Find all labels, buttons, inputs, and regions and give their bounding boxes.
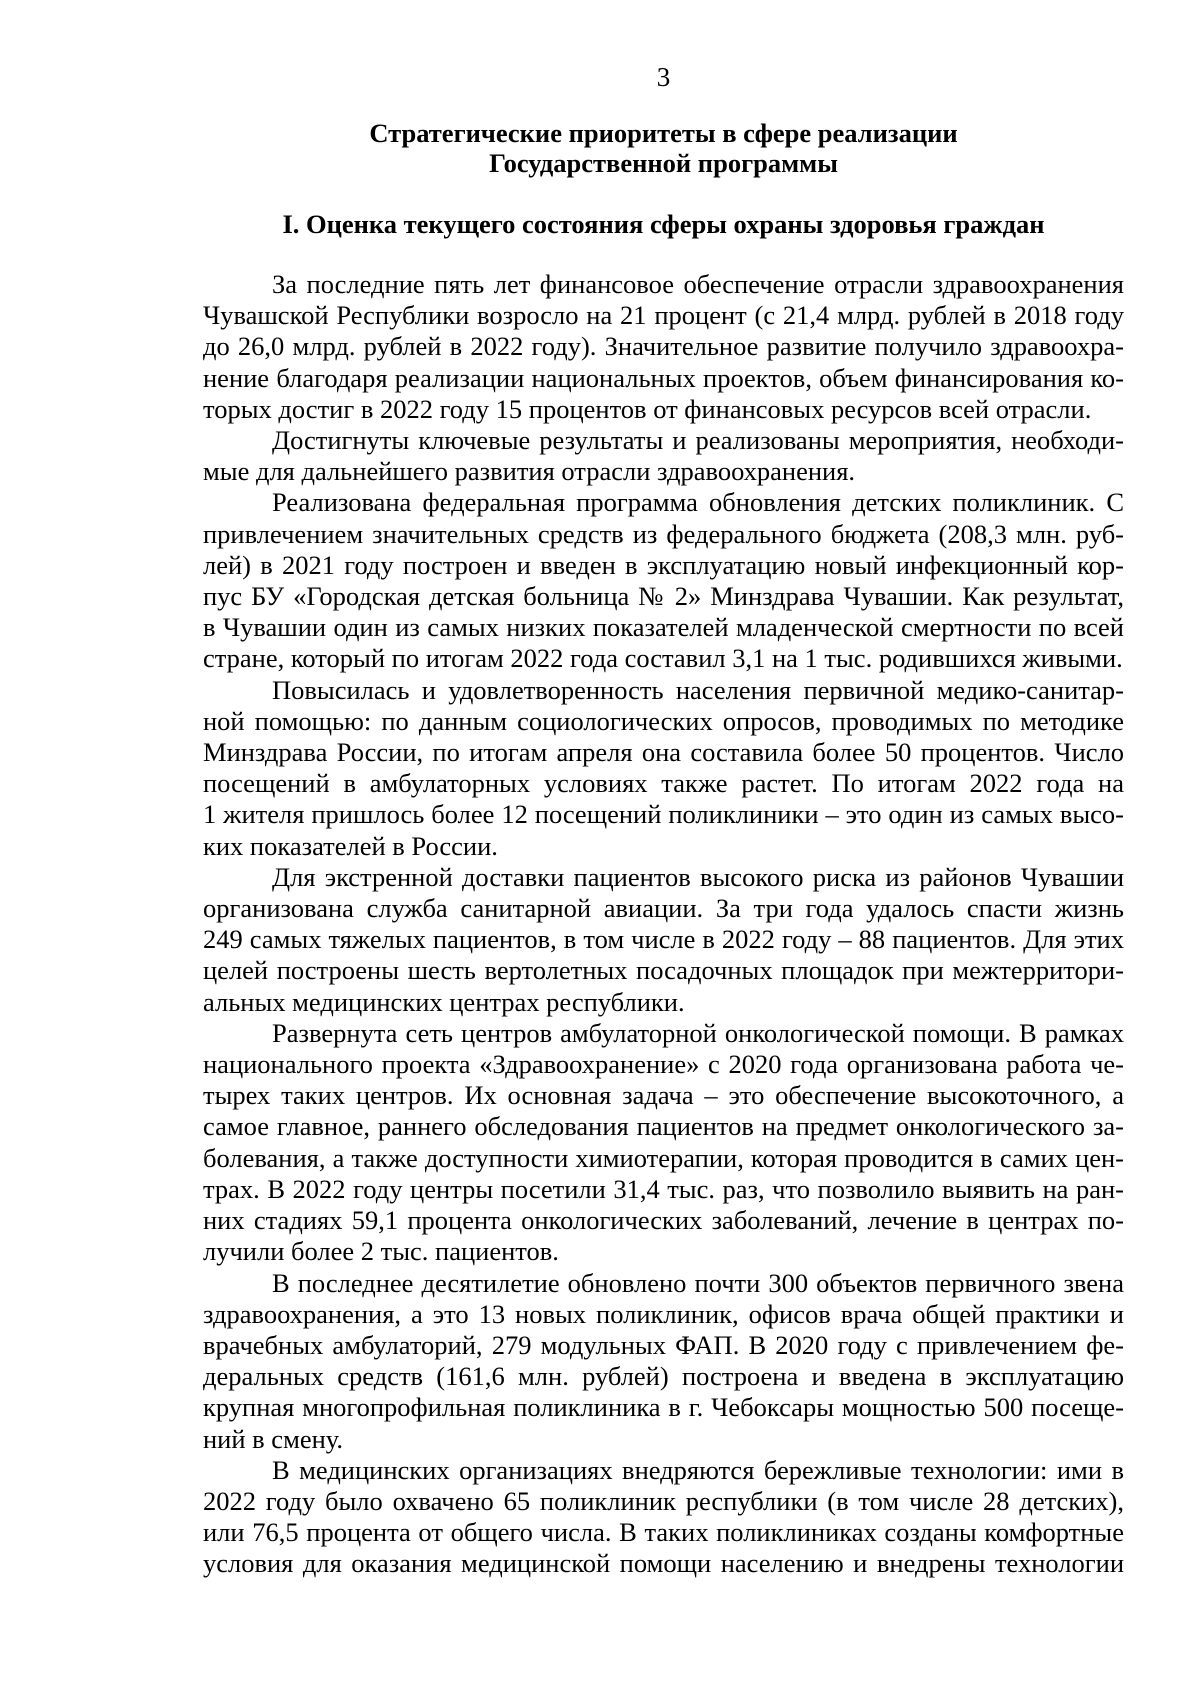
paragraph-line: до 26,0 млрд. рублей в 2022 году). Значительное развитие получило здравоохра- bbox=[203, 331, 1124, 362]
page-number: 3 bbox=[656, 62, 671, 92]
paragraph-line: Реализована федеральная программа обновления детских поликлиник. С bbox=[272, 487, 1124, 518]
paragraph-line: Чувашской Республики возросло на 21 процент (с 21,4 млрд. рублей в 2018 году bbox=[203, 300, 1124, 331]
paragraph-line: национального проекта «Здравоохранение» с 2020 года организована работа че- bbox=[203, 1049, 1124, 1080]
paragraph-line: организована служба санитарной авиации. За три года удалось спасти жизнь bbox=[203, 893, 1124, 924]
paragraph-line: посещений в амбулаторных условиях также растет. По итогам 2022 года на bbox=[203, 768, 1124, 799]
body-paragraph bbox=[203, 487, 1124, 674]
paragraph-line: тырех таких центров. Их основная задача – это обеспечение высокоточного, а bbox=[203, 1080, 1124, 1111]
paragraph-line: лей) в 2021 году построен и введен в эксплуатацию новый инфекционный кор- bbox=[203, 549, 1124, 580]
paragraph-line: врачебных амбулаторий, 279 модульных ФАП. В 2020 году с привлечением фе- bbox=[203, 1329, 1124, 1360]
paragraph-line: или 76,5 процента от общего числа. В таких поликлиниках созданы комфортные bbox=[203, 1517, 1124, 1548]
paragraph-line: крупная многопрофильная поликлиника в г. Чебоксары мощностью 500 посеще- bbox=[203, 1392, 1124, 1423]
paragraph-line: альных медицинских центрах республики. bbox=[203, 986, 685, 1017]
paragraph-line: здравоохранения, а это 13 новых поликлиник, офисов врача общей практики и bbox=[203, 1298, 1124, 1329]
body-paragraph bbox=[203, 675, 1124, 862]
document-page bbox=[203, 62, 1124, 1580]
body-paragraph bbox=[203, 1268, 1124, 1455]
paragraph-line: них стадиях 59,1 процента онкологических заболеваний, лечение в центрах по- bbox=[203, 1205, 1124, 1236]
paragraph-line: Развернута сеть центров амбулаторной онкологической помощи. В рамках bbox=[272, 1017, 1124, 1048]
body-paragraph bbox=[203, 269, 1124, 425]
paragraph-line: болевания, а также доступности химиотерапии, которая проводится в самих цен- bbox=[203, 1142, 1124, 1173]
paragraph-line: деральных средств (161,6 млн. рублей) построена и введена в эксплуатацию bbox=[203, 1361, 1124, 1392]
paragraph-line: В последнее десятилетие обновлено почти 300 объектов первичного звена bbox=[272, 1267, 1124, 1298]
paragraph-line: нение благодаря реализации национальных проектов, объем финансирования ко- bbox=[203, 362, 1124, 393]
paragraph-line: торых достиг в 2022 году 15 процентов от финансовых ресурсов всей отрасли. bbox=[203, 393, 1092, 424]
paragraph-line: 249 самых тяжелых пациентов, в том числе в 2022 году – 88 пациентов. Для этих bbox=[203, 924, 1124, 955]
paragraph-line: В медицинских организациях внедряются бережливые технологии: ими в bbox=[272, 1454, 1124, 1485]
paragraph-line: Для экстренной доставки пациентов высокого риска из районов Чувашии bbox=[272, 861, 1124, 892]
document-title-line: Стратегические приоритеты в сфере реализации bbox=[369, 118, 958, 148]
paragraph-line: лучили более 2 тыс. пациентов. bbox=[203, 1236, 559, 1267]
paragraph-line: трах. В 2022 году центры посетили 31,4 тыс. раз, что позволило выявить на ран- bbox=[203, 1173, 1124, 1204]
body-paragraph bbox=[203, 425, 1124, 487]
paragraph-line: ний в смену. bbox=[203, 1423, 344, 1454]
paragraph-line: 2022 году было охвачено 65 поликлиник республики (в том числе 28 детских), bbox=[203, 1485, 1124, 1516]
body-paragraph bbox=[203, 1455, 1124, 1580]
paragraph-line: 1 жителя пришлось более 12 посещений поликлиники – это один из самых высо- bbox=[203, 799, 1124, 830]
paragraph-line: За последние пять лет финансовое обеспечение отрасли здравоохранения bbox=[272, 269, 1124, 299]
paragraph-line: Повысилась и удовлетворенность населения первичной медико-санитар- bbox=[272, 674, 1124, 705]
paragraph-line: целей построены шесть вертолетных посадочных площадок при межтерритори- bbox=[203, 955, 1124, 986]
paragraph-line: Достигнуты ключевые результаты и реализованы мероприятия, необходи- bbox=[272, 425, 1124, 456]
paragraph-line: ких показателей в России. bbox=[203, 830, 498, 861]
paragraph-line: привлечением значительных средств из федерального бюджета (208,3 млн. руб- bbox=[203, 518, 1124, 549]
paragraph-line: пус БУ «Городская детская больница № 2» Минздрава Чувашии. Как результат, bbox=[203, 581, 1124, 612]
body-text bbox=[203, 269, 1124, 1580]
paragraph-line: в Чувашии один из самых низких показателей младенческой смертности по всей bbox=[203, 612, 1124, 643]
section-heading: I. Оценка текущего состояния сферы охраны здоровья граждан bbox=[282, 209, 1045, 239]
paragraph-line: ной помощью: по данным социологических опросов, проводимых по методике bbox=[203, 705, 1124, 736]
paragraph-line: стране, который по итогам 2022 года составил 3,1 на 1 тыс. родившихся живыми. bbox=[203, 643, 1123, 674]
paragraph-line: самое главное, раннего обследования пациентов на предмет онкологического за- bbox=[203, 1111, 1124, 1142]
document-title-line: Государственной программы bbox=[489, 148, 838, 178]
paragraph-line: Минздрава России, по итогам апреля она составила более 50 процентов. Число bbox=[203, 737, 1124, 768]
body-paragraph bbox=[203, 862, 1124, 1018]
paragraph-line: мые для дальнейшего развития отрасли здравоохранения. bbox=[203, 456, 856, 487]
paragraph-line: условия для оказания медицинской помощи населению и внедрены технологии bbox=[203, 1548, 1124, 1579]
document-title bbox=[203, 118, 1124, 178]
body-paragraph bbox=[203, 1018, 1124, 1268]
